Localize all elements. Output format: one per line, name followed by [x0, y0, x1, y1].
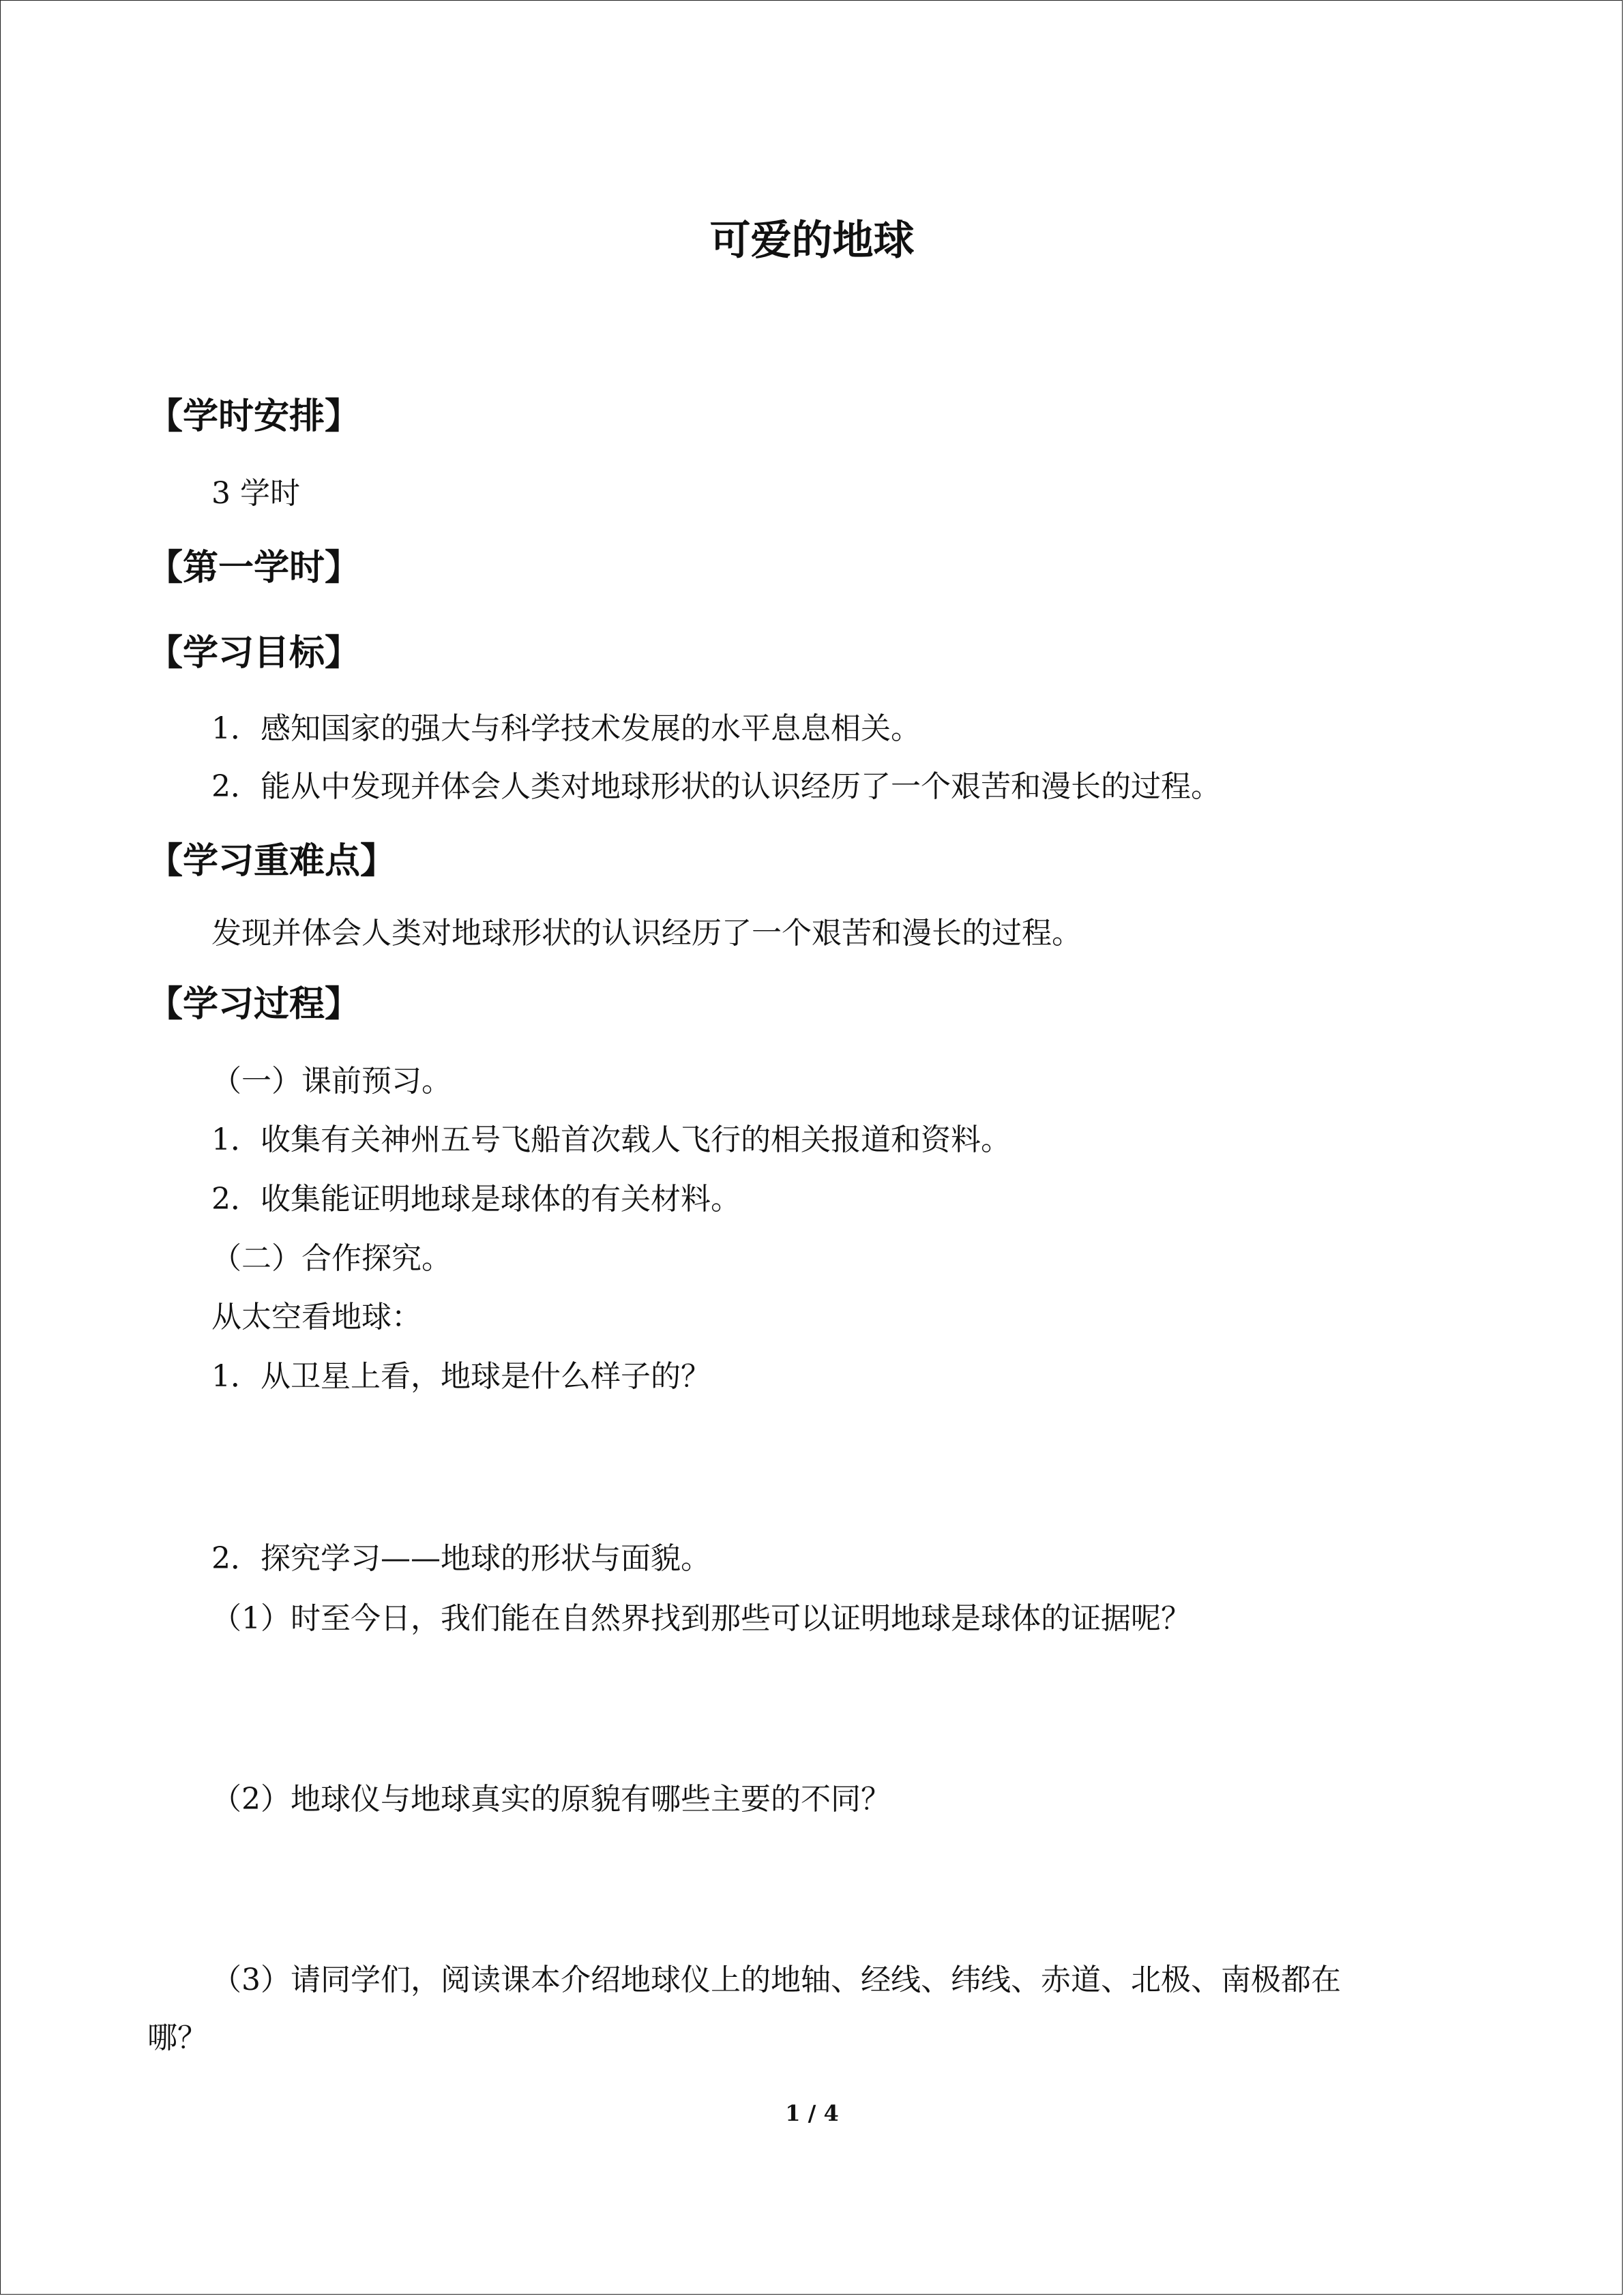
heading-schedule: 【学时安排】 [147, 396, 361, 437]
space-view-label: 从太空看地球： [211, 1300, 422, 1335]
sub-question-3-line1: （3）请同学们，阅读课本介绍地球仪上的地轴、经线、纬线、赤道、北极、南极都在 [211, 1963, 1341, 1997]
sub-question-3-line2: 哪？ [147, 2021, 207, 2055]
schedule-text: 3 学时 [211, 476, 300, 511]
inquiry-title: （二）合作探究。 [211, 1241, 452, 1276]
objective-item: 1．感知国家的强大与科学技术发展的水平息息相关。 [211, 711, 921, 746]
sub-question-1: （1）时至今日，我们能在自然界找到那些可以证明地球是球体的证据呢？ [211, 1601, 1191, 1636]
document-title: 可爱的地球 [709, 217, 915, 265]
question-1: 1．从卫星上看，地球是什么样子的？ [211, 1359, 711, 1394]
heading-process: 【学习过程】 [147, 984, 361, 1025]
key-points-text: 发现并体会人类对地球形状的认识经历了一个艰苦和漫长的过程。 [211, 916, 1082, 951]
heading-objectives: 【学习目标】 [147, 633, 361, 674]
preview-item: 1．收集有关神州五号飞船首次载人飞行的相关报道和资料。 [211, 1122, 1011, 1157]
preview-title: （一）课前预习。 [211, 1064, 452, 1099]
page-number: 1 / 4 [785, 2100, 839, 2126]
preview-item: 2．收集能证明地球是球体的有关材料。 [211, 1182, 741, 1217]
heading-key-points: 【学习重难点】 [147, 841, 396, 882]
heading-first-period: 【第一学时】 [147, 548, 361, 588]
sub-question-2: （2）地球仪与地球真实的原貌有哪些主要的不同？ [211, 1782, 891, 1817]
objective-item: 2．能从中发现并体会人类对地球形状的认识经历了一个艰苦和漫长的过程。 [211, 769, 1221, 804]
question-2: 2．探究学习——地球的形状与面貌。 [211, 1541, 711, 1576]
